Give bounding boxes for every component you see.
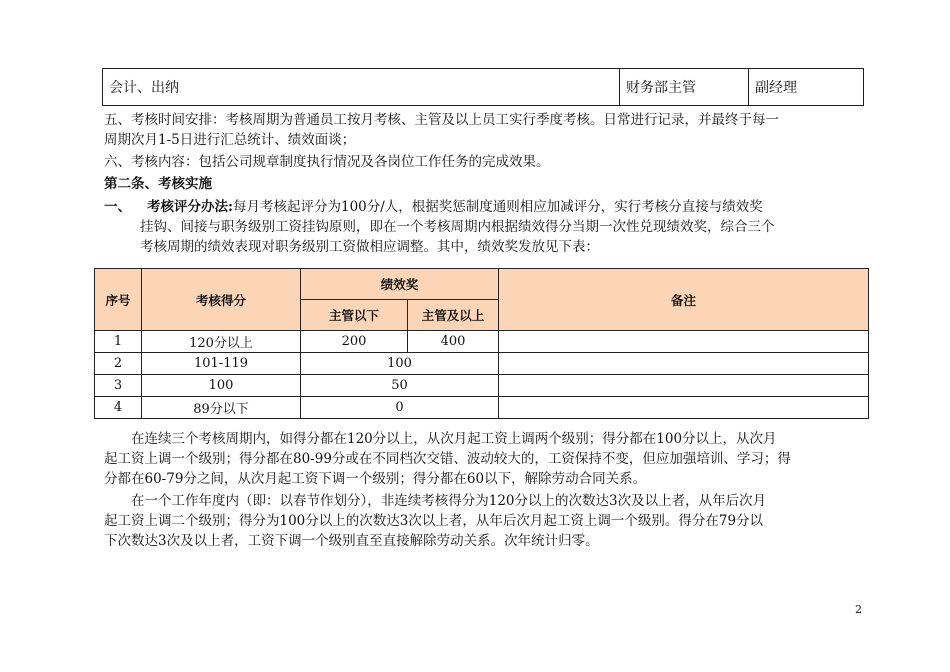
item-1-line-1 [104, 197, 775, 217]
item-1-text-1: 每月考核起评分为100分/人，根据奖惩制度通则相应加减评分，实行考核分直接与绩效奖 [232, 199, 763, 215]
paragraph-consecutive [104, 429, 791, 489]
item-1-number: 一、 [104, 199, 131, 215]
paragraph-annual [104, 491, 766, 551]
paragraph-annual-line-1: 在一个工作年度内（即：以春节作划分），非连续考核得分为120分以上的次数达3次及以上者，从年后次月 [131, 493, 767, 509]
section-5-line-1: 五、考核时间安排：考核周期为普通员工按月考核、主管及以上员工实行季度考核。日常进行记录，并最终于每一 [104, 112, 779, 128]
cell-bonus: 0 [301, 397, 499, 419]
paragraph-annual-line-2: 起工资上调二个级别；得分为100分以上的次数达3次以上者，从年后次月起工资上调一个级别。得分在79分以 [104, 513, 764, 529]
cell-bonus: 50 [301, 375, 499, 397]
position-table [102, 68, 864, 106]
cell-seq: 1 [95, 331, 142, 353]
table-row [95, 353, 869, 375]
paragraph-consecutive-line-1: 在连续三个考核周期内，如得分都在120分以上，从次月起工资上调两个级别；得分都在100分以上，从次月 [131, 431, 777, 447]
section-6: 六、考核内容：包括公司规章制度执行情况及各岗位工作任务的完成效果。 [104, 154, 550, 170]
header-note: 备注 [499, 269, 869, 331]
position-cell: 会计、出纳 [103, 69, 620, 106]
table-row [95, 397, 869, 419]
item-1-line-3: 考核周期的绩效表现对职务级别工资做相应调整。其中，绩效奖发放见下表： [140, 239, 599, 255]
cell-score: 100 [142, 375, 301, 397]
cell-note [499, 331, 869, 353]
paragraph-annual-line-3: 下次数达3次及以上者，工资下调一个级别直至直接解除劳动关系。次年统计归零。 [104, 533, 599, 549]
page-number: 2 [855, 603, 862, 616]
paragraph-consecutive-line-2: 起工资上调一个级别；得分都在80-99分或在不同档次交错、波动较大的，工资保持不变，但应加强培训、学习；得 [104, 451, 791, 467]
cell-note [499, 375, 869, 397]
section-5-line-2: 周期次月1-5日进行汇总统计、绩效面谈； [104, 132, 356, 148]
cell-note [499, 397, 869, 419]
cell-score: 89分以下 [142, 397, 301, 419]
final-approver-cell: 副经理 [749, 69, 864, 106]
header-seq: 序号 [95, 269, 142, 331]
cell-seq: 4 [95, 397, 142, 419]
header-score: 考核得分 [142, 269, 301, 331]
cell-bonus: 100 [301, 353, 499, 375]
approver-cell: 财务部主管 [620, 69, 749, 106]
cell-seq: 3 [95, 375, 142, 397]
cell-note [499, 353, 869, 375]
table-row [95, 331, 869, 353]
table-row [103, 69, 864, 106]
bonus-table [94, 268, 869, 419]
article-2-title: 第二条、考核实施 [104, 176, 212, 192]
header-sup-above: 主管及以上 [408, 300, 499, 331]
cell-sup: 200 [301, 331, 408, 353]
item-1-line-2: 挂钩、间接与职务级别工资挂钩原则，即在一个考核周期内根据绩效得分当期一次性兑现绩效奖，综合三个 [140, 219, 775, 235]
item-1 [104, 197, 775, 257]
table-header-row [95, 269, 869, 300]
cell-seq: 2 [95, 353, 142, 375]
section-5 [104, 110, 779, 150]
cell-score: 120分以上 [142, 331, 301, 353]
paragraph-consecutive-line-3: 分都在60-79分之间，从次月起工资下调一个级别；得分都在60以下，解除劳动合同关系。 [104, 471, 647, 487]
table-row [95, 375, 869, 397]
item-1-label: 考核评分办法: [147, 199, 233, 215]
header-bonus: 绩效奖 [301, 269, 499, 300]
cell-sup-above: 400 [408, 331, 499, 353]
cell-score: 101-119 [142, 353, 301, 375]
header-sup: 主管以下 [301, 300, 408, 331]
